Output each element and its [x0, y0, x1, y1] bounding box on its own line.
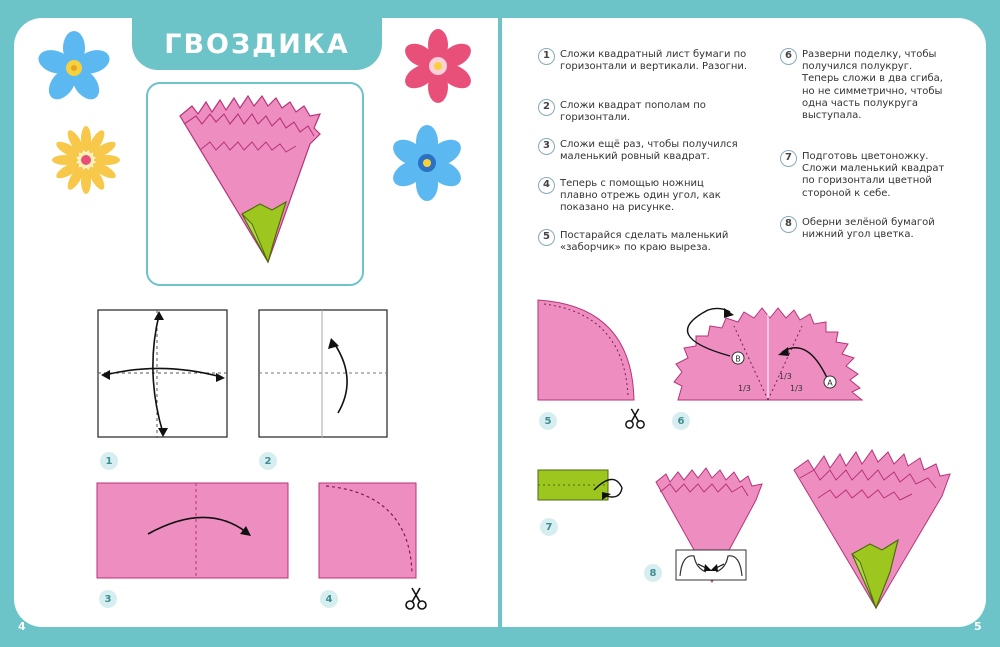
scissors-icon: [624, 406, 646, 430]
step-number: 8: [780, 216, 797, 233]
fig-number-5: 5: [539, 412, 557, 430]
fig8-diagram: [650, 464, 768, 584]
step-text: Разверни поделку, чтобы получился полукруг. Теперь сложи в два сгиба, но не симметрично, чтобы одна часть полукруга выступала.: [802, 49, 943, 122]
flower-blue-icon: [36, 30, 112, 106]
step-text: Сложи квадрат пополам по горизонтали.: [560, 100, 706, 124]
step-text: Сложи квадратный лист бумаги по горизонтали и вертикали. Разогни.: [560, 49, 748, 73]
step-text: Сложи ещё раз, чтобы получился маленький ровный квадрат.: [560, 139, 738, 163]
title-tab: [132, 18, 382, 70]
step-number: 6: [780, 48, 797, 65]
page-number-right: 5: [974, 620, 982, 633]
fig2-diagram: [258, 309, 389, 439]
flower-yellow-icon: [50, 124, 122, 196]
step-text: Подготовь цветоножку. Сложи маленький квадрат по горизонтали цветной стороной к себе.: [802, 151, 945, 199]
fig3-diagram: [96, 482, 290, 580]
fig-number-8: 8: [644, 564, 662, 582]
fig-number-2: 2: [259, 452, 277, 470]
step-text: Постарайся сделать маленький «заборчик» по краю выреза.: [560, 230, 729, 254]
step-text: Оберни зелёной бумагой нижний угол цветка.: [802, 217, 935, 241]
fig1-diagram: [97, 309, 229, 439]
fig-number-4: 4: [320, 590, 338, 608]
fig-number-1: 1: [100, 452, 118, 470]
carnation-hero-image: [148, 84, 366, 288]
fig7-diagram: [536, 466, 632, 506]
step-number: 1: [538, 48, 555, 65]
fig4-diagram: [318, 482, 418, 580]
step-number: 5: [538, 229, 555, 246]
fig-number-3: 3: [99, 590, 117, 608]
fig6-diagram: [668, 296, 868, 404]
step-number: 2: [538, 99, 555, 116]
flower-red-icon: [400, 28, 476, 104]
step-number: 3: [538, 138, 555, 155]
fig-number-6: 6: [672, 412, 690, 430]
fig6-label-b: B: [735, 354, 741, 364]
fig6-label-a: A: [827, 378, 833, 388]
fig-number-7: 7: [540, 518, 558, 536]
page-number-left: 4: [18, 620, 26, 633]
fig6-third-3: 1/3: [790, 384, 803, 393]
step-text: Теперь с помощью ножниц плавно отрежь один угол, как показано на рисунке.: [560, 178, 721, 214]
step-number: 4: [538, 177, 555, 194]
scissors-icon: [404, 586, 428, 610]
carnation-final-image: [790, 448, 954, 610]
hero-frame: [146, 82, 364, 286]
step-number: 7: [780, 150, 797, 167]
fig5-diagram: [536, 298, 636, 402]
fig6-third-1: 1/3: [738, 384, 751, 393]
flower-blue2-icon: [388, 124, 466, 202]
fig6-third-2: 1/3: [779, 372, 792, 381]
page-title: ГВОЗДИКА: [164, 28, 350, 60]
